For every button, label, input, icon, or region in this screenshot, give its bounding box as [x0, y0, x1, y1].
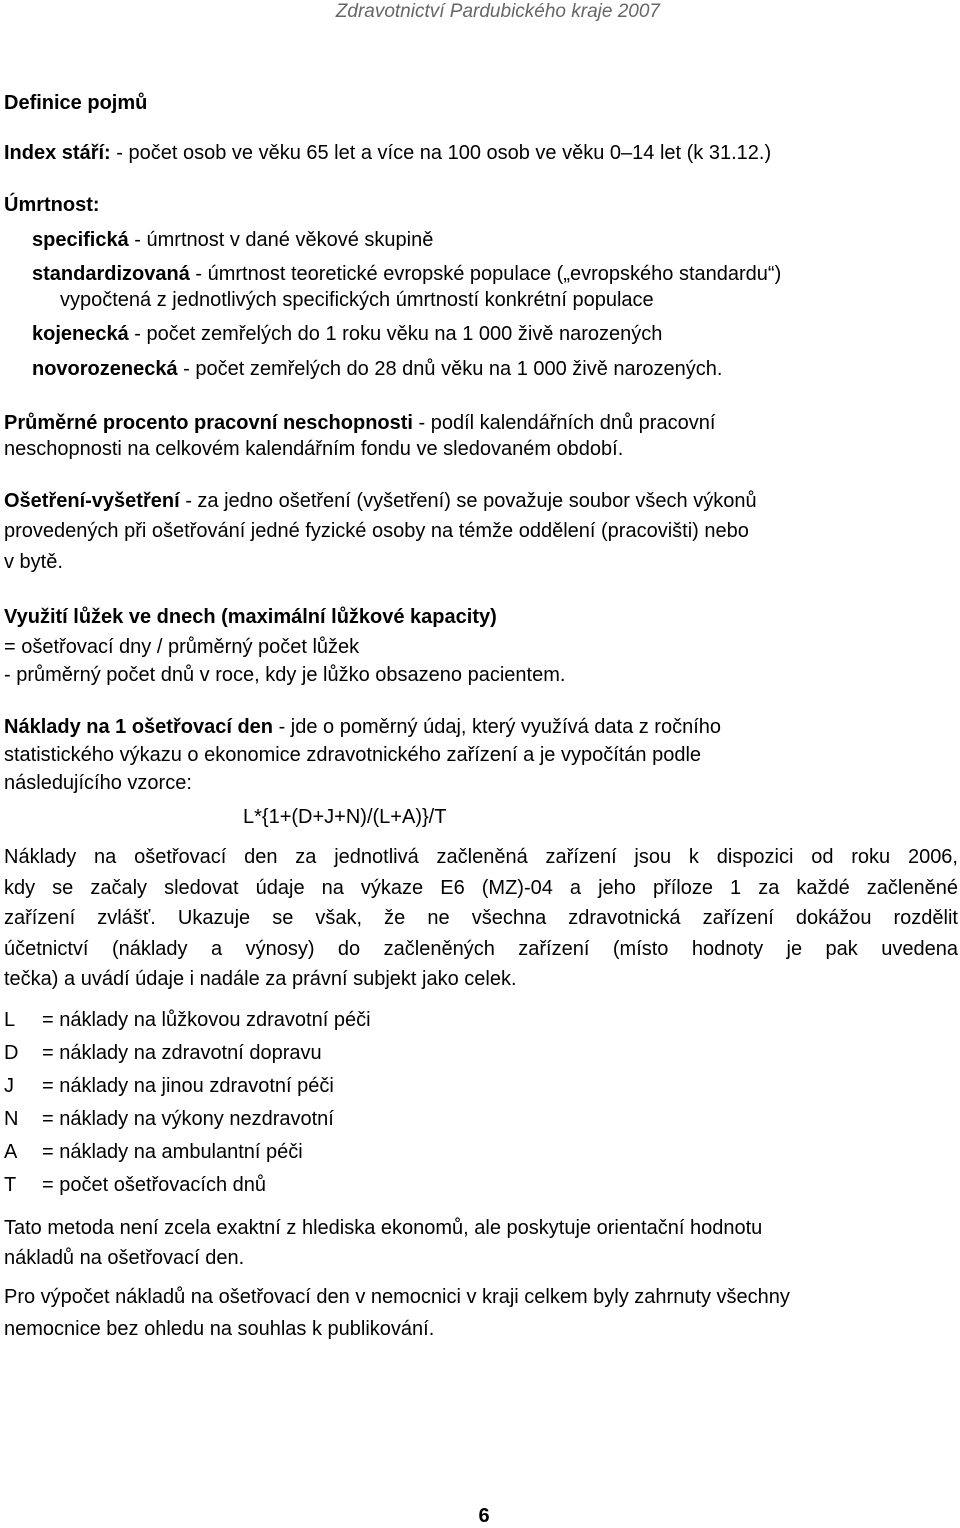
paragraph-metoda-2: nákladů na ošetřovací den.	[4, 1247, 245, 1269]
page-number: 6	[478, 1505, 490, 1527]
term: novorozenecká	[32, 358, 178, 380]
naklady-cont2: následujícího vzorce:	[4, 772, 192, 794]
naklady-cont: statistického výkazu o ekonomice zdravotnického zařízení a je vypočítán podle	[4, 744, 702, 766]
legend-row	[4, 1070, 371, 1103]
term: standardizovaná	[32, 263, 190, 285]
legend-symbol: L	[4, 1009, 16, 1031]
definition: - počet zemřelých do 28 dnů věku na 1 000 živě narozených.	[177, 358, 723, 380]
paragraph-line: účetnictví (náklady a výnosy) do začleněných zařízení (místo hodnoty je pak uvedena	[4, 937, 958, 960]
naklady-formula: L*{1+(D+J+N)/(L+A)}/T	[243, 806, 447, 828]
legend-text: = počet ošetřovacích dnů	[42, 1174, 267, 1196]
term: kojenecká	[32, 323, 129, 345]
term: Index stáří:	[4, 142, 111, 164]
umrtnost-kojenecka	[32, 321, 662, 347]
definition: - jde o poměrný údaj, který využívá data z ročního	[273, 716, 722, 738]
definition: - úmrtnost teoretické evropské populace („evropského standardu“)	[189, 263, 782, 285]
naklady	[4, 714, 721, 740]
osetreni-cont2: v bytě.	[4, 551, 63, 573]
definition: - počet zemřelých do 1 roku věku na 1 000 živě narozených	[128, 323, 663, 345]
page-header: Zdravotnictví Pardubického kraje 2007	[335, 1, 660, 22]
legend-row	[4, 1103, 371, 1136]
luzka-title: Využití lůžek ve dnech (maximální lůžkové kapacity)	[4, 606, 497, 628]
term: Ošetření-vyšetření	[4, 490, 180, 512]
legend-symbol: N	[4, 1108, 19, 1130]
index-stari	[4, 140, 771, 166]
definition: - úmrtnost v dané věkové skupině	[128, 229, 434, 251]
term: Náklady na 1 ošetřovací den	[4, 716, 274, 738]
umrtnost-standardizovana	[32, 261, 781, 287]
umrtnost-specificka	[32, 227, 433, 253]
legend-row	[4, 1169, 371, 1202]
paragraph-line: zařízení zvlášť. Ukazuje se však, že ne všechna zdravotnická zařízení dokážou rozdělit	[4, 907, 958, 929]
formula-legend	[4, 1004, 371, 1202]
legend-text: = náklady na ambulantní péči	[42, 1141, 303, 1163]
paragraph-naklady	[4, 842, 958, 995]
paragraph-line: kdy se začaly sledovat údaje na výkaze E6 (MZ)-04 a jeho příloze 1 za každé začleněné	[4, 876, 958, 899]
paragraph-vypocet-2: nemocnice bez ohledu na souhlas k publikování.	[4, 1318, 435, 1340]
umrtnost-title: Úmrtnost:	[4, 194, 100, 216]
osetreni	[4, 488, 757, 514]
legend-symbol: D	[4, 1042, 19, 1064]
legend-row	[4, 1037, 371, 1070]
paragraph-vypocet-1: Pro výpočet nákladů na ošetřovací den v nemocnici v kraji celkem byly zahrnuty všechny	[4, 1286, 790, 1308]
umrtnost-novorozenecka	[32, 356, 722, 382]
luzka-desc: - průměrný počet dnů v roce, kdy je lůžko obsazeno pacientem.	[4, 664, 566, 686]
definitions-title: Definice pojmů	[4, 92, 148, 114]
definition: - podíl kalendářních dnů pracovní	[412, 412, 716, 434]
legend-symbol: A	[4, 1141, 18, 1163]
legend-symbol: T	[4, 1174, 17, 1196]
term: Průměrné procento pracovní neschopnosti	[4, 412, 413, 434]
definition: - za jedno ošetření (vyšetření) se považuje soubor všech výkonů	[179, 490, 757, 512]
legend-row	[4, 1136, 371, 1169]
legend-text: = náklady na jinou zdravotní péči	[42, 1075, 334, 1097]
paragraph-metoda-1: Tato metoda není zcela exaktní z hlediska ekonomů, ale poskytuje orientační hodnotu	[4, 1217, 763, 1239]
term: specifická	[32, 229, 129, 251]
paragraph-line: Náklady na ošetřovací den za jednotlivá začleněná zařízení jsou k dispozici od roku 2006,	[4, 846, 958, 868]
legend-text: = náklady na lůžkovou zdravotní péči	[42, 1009, 371, 1031]
neschopnost-cont: neschopnosti na celkovém kalendářním fondu ve sledovaném období.	[4, 438, 624, 460]
legend-text: = náklady na výkony nezdravotní	[42, 1108, 334, 1130]
legend-symbol: J	[4, 1075, 14, 1097]
neschopnost	[4, 410, 715, 436]
osetreni-cont: provedených při ošetřování jedné fyzické osoby na témže oddělení (pracovišti) nebo	[4, 520, 749, 542]
umrtnost-standardizovana-cont: vypočtená z jednotlivých specifických úmrtností konkrétní populace	[60, 289, 654, 311]
legend-row	[4, 1004, 371, 1037]
definition: - počet osob ve věku 65 let a více na 100 osob ve věku 0–14 let (k 31.12.)	[110, 142, 772, 164]
paragraph-line: tečka) a uvádí údaje i nadále za právní subjekt jako celek.	[4, 968, 517, 990]
legend-text: = náklady na zdravotní dopravu	[42, 1042, 322, 1064]
luzka-formula: = ošetřovací dny / průměrný počet lůžek	[4, 636, 360, 658]
